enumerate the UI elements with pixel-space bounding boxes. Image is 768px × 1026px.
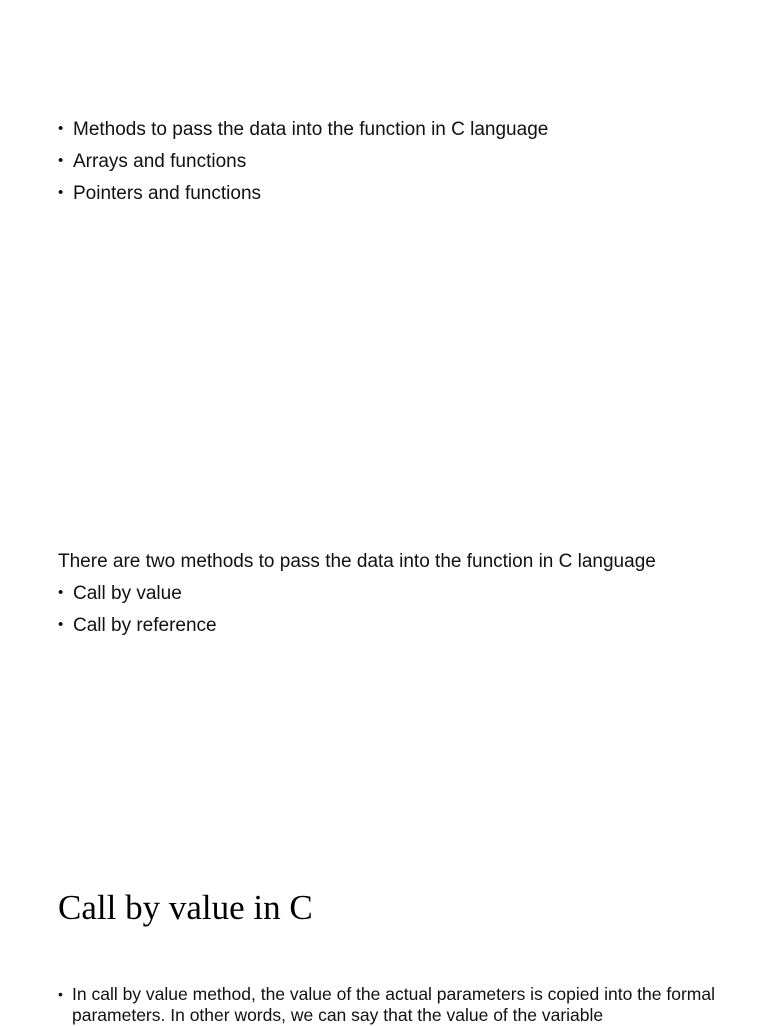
topics-list-section [58, 114, 728, 210]
list-item-text: Arrays and functions [73, 151, 247, 172]
methods-intro-text: There are two methods to pass the data into the function in C language [58, 551, 656, 572]
bullet-icon: • [58, 184, 64, 201]
paragraph-bullet [58, 984, 716, 1026]
list-item [58, 178, 728, 210]
paragraph-text: In call by value method, the value of the actual parameters is copied into the formal parameters. In other words, we can say that the value of the variable [72, 984, 715, 1025]
methods-bullet-list [58, 578, 728, 642]
list-item-text: Methods to pass the data into the function in C language [73, 119, 549, 140]
bullet-icon: • [58, 152, 64, 169]
topics-bullet-list [58, 114, 728, 210]
list-item-text: Pointers and functions [73, 183, 262, 204]
list-item [58, 610, 728, 642]
call-by-value-title-section [58, 886, 728, 930]
list-item [58, 114, 728, 146]
bullet-icon: • [58, 120, 64, 137]
list-item [58, 578, 728, 610]
list-item [58, 146, 728, 178]
methods-section [58, 546, 728, 642]
list-item-text: Call by value [73, 583, 182, 604]
call-by-value-body-section [58, 984, 716, 1026]
bullet-icon: • [58, 986, 63, 1002]
list-item-text: Call by reference [73, 615, 217, 636]
bullet-icon: • [58, 584, 64, 601]
section-heading: Call by value in C [58, 888, 313, 927]
bullet-icon: • [58, 616, 64, 633]
